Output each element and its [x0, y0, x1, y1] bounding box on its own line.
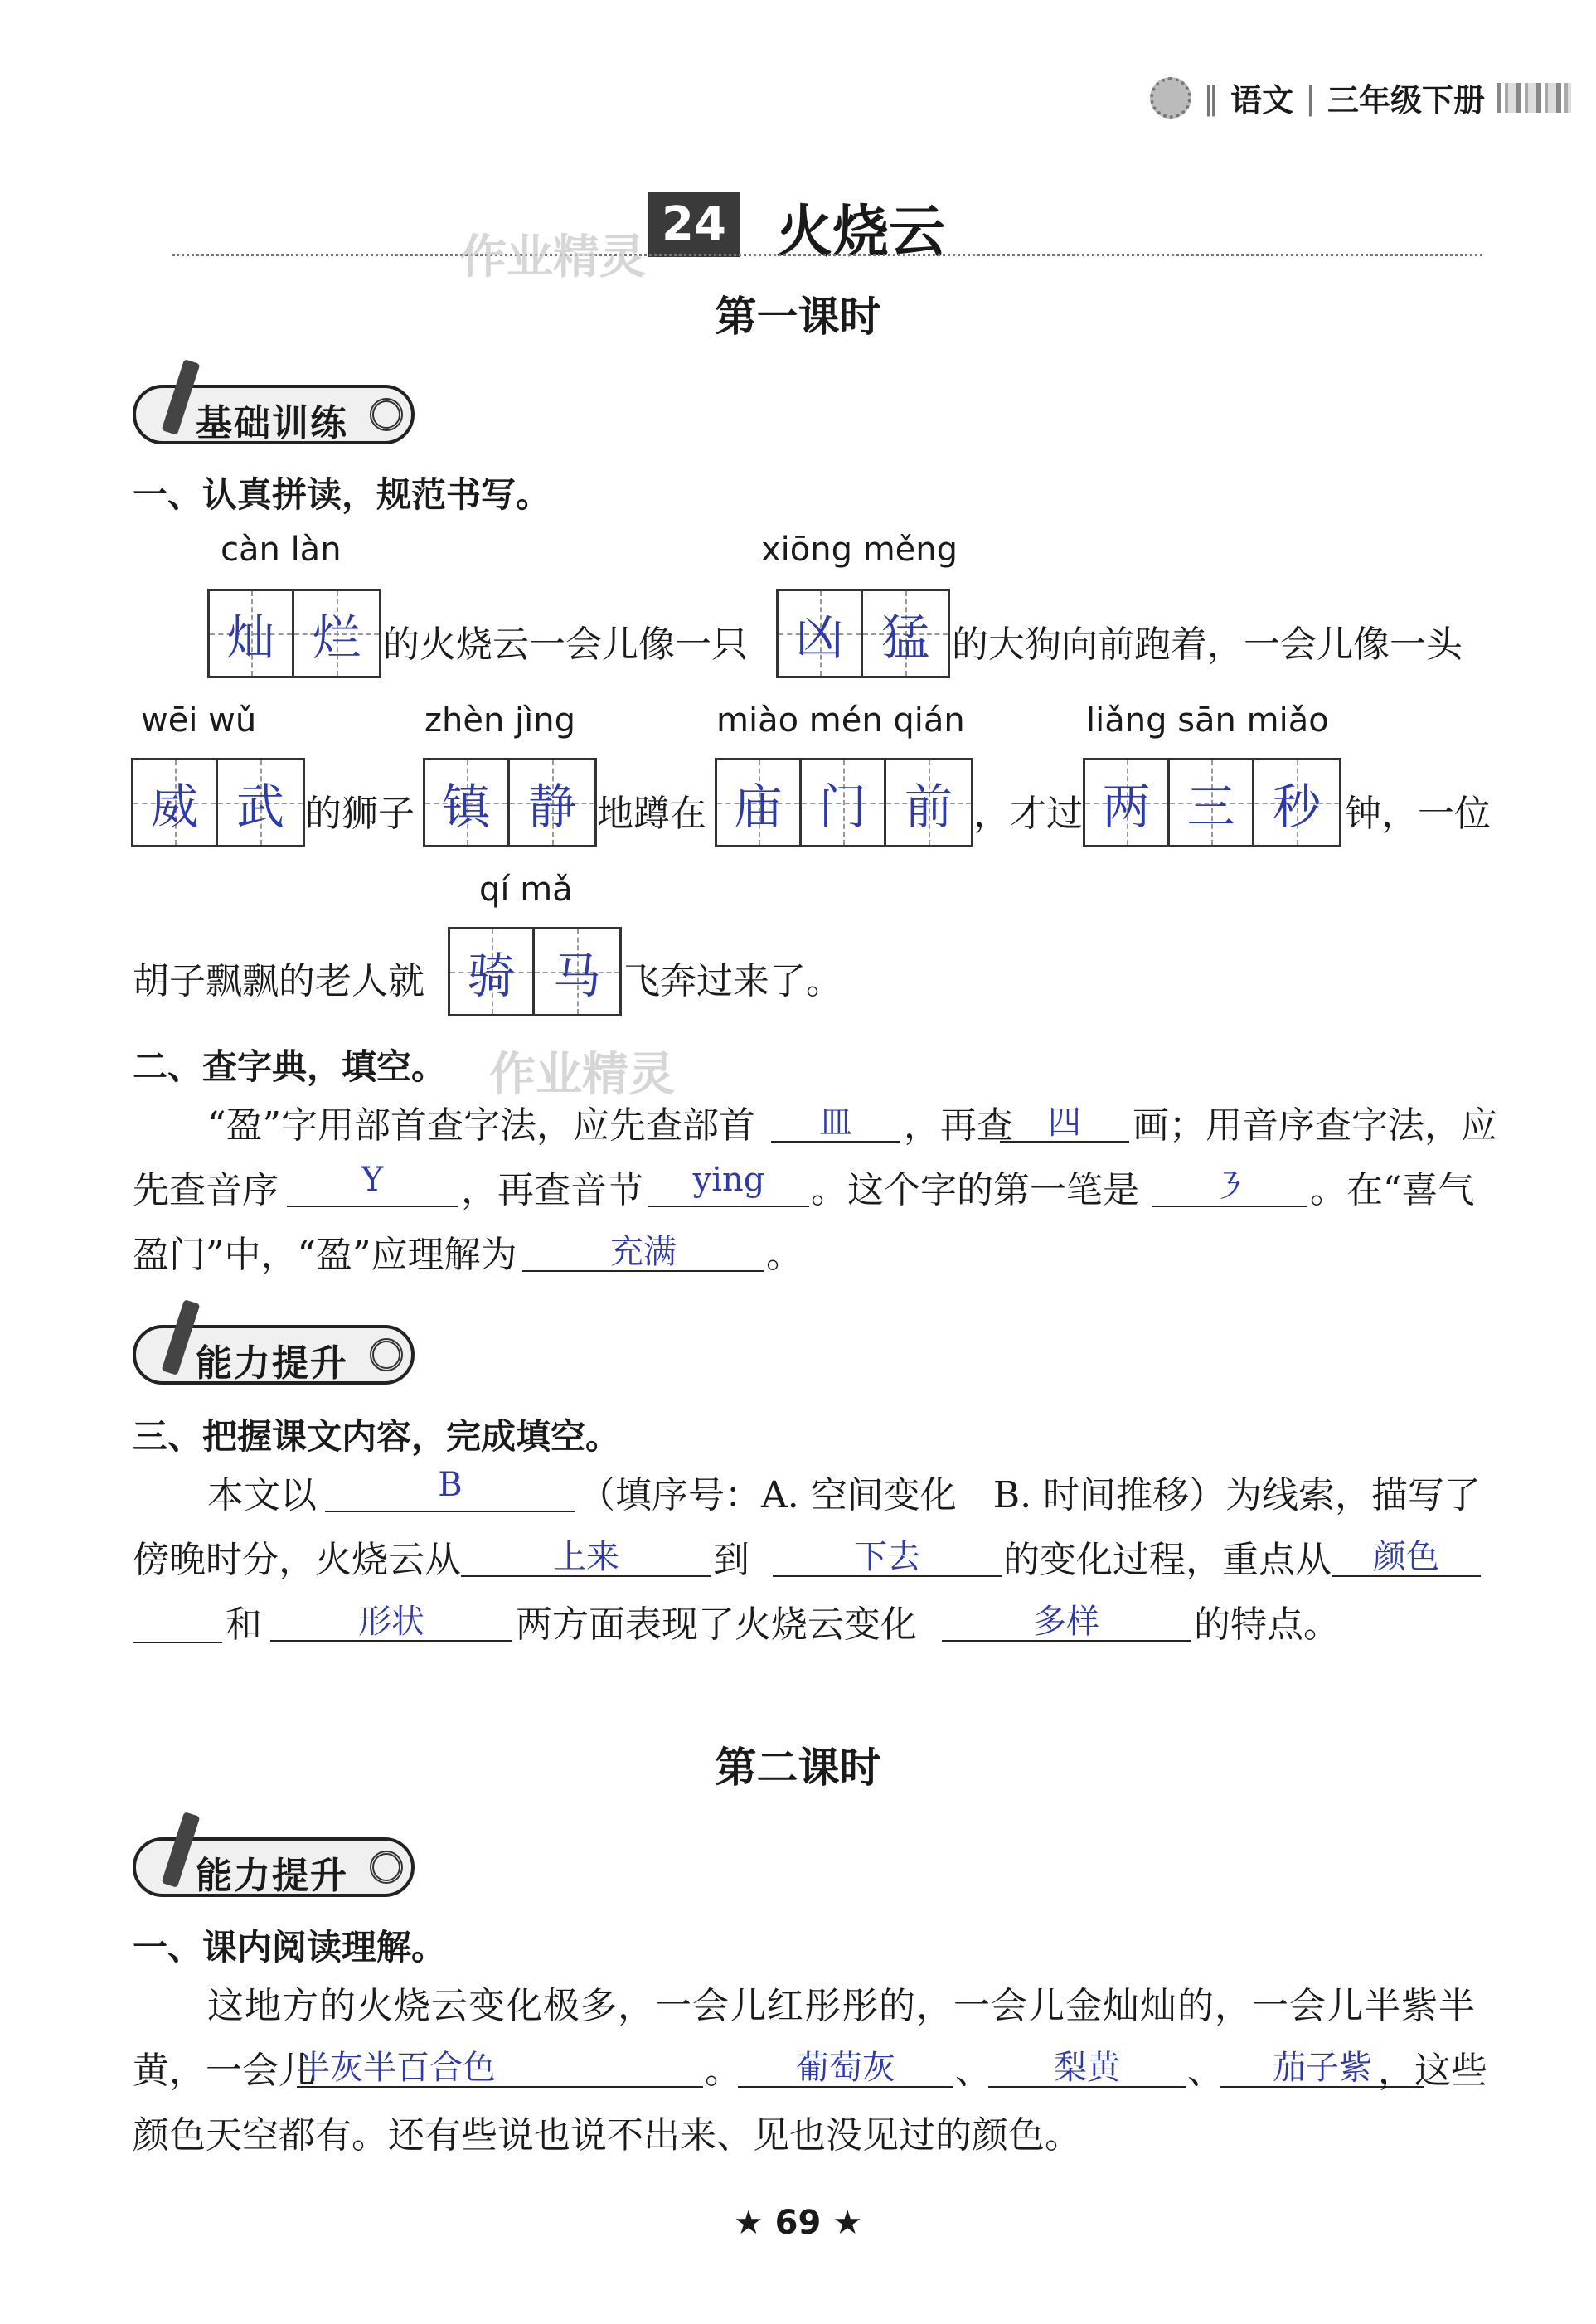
answer-blank-continued — [133, 1597, 222, 1643]
sentence-text: 胡子飘飘的老人就 — [133, 960, 424, 1002]
grid-cell: 门 — [802, 760, 886, 845]
subject-label: 语文 — [1230, 82, 1294, 119]
sentence-text: 两方面表现了火烧云变化 — [516, 1604, 917, 1646]
char-grid — [448, 927, 622, 1016]
answer-blank: ㇋ — [1152, 1161, 1307, 1207]
grid-cell: 三 — [1170, 760, 1254, 845]
pencil-icon — [162, 359, 201, 435]
char-grid — [1083, 758, 1341, 847]
pinyin: qí mǎ — [479, 871, 573, 909]
answer-blank: 半灰半百合色 — [297, 2041, 703, 2088]
grid-cell: 前 — [886, 760, 971, 845]
page-header — [1150, 75, 1571, 120]
page-number: ★ 69 ★ — [733, 2204, 863, 2242]
divider: | — [1305, 79, 1316, 116]
char-grid — [776, 589, 950, 678]
sentence-text: 。 — [766, 1234, 803, 1276]
sentence-text: 钟，一位 — [1345, 793, 1491, 835]
answer-blank: B — [325, 1466, 575, 1512]
sentence-text: 画；用音序查字法，应 — [1133, 1104, 1497, 1147]
answer-blank: 形状 — [270, 1595, 512, 1642]
grid-cell: 庙 — [717, 760, 802, 845]
badge-label: 能力提升 — [196, 1855, 348, 1897]
answer-blank: 皿 — [771, 1096, 900, 1143]
grid-cell: 烂 — [294, 591, 379, 676]
badge-label: 能力提升 — [196, 1342, 348, 1385]
answer-blank: 上来 — [461, 1531, 711, 1577]
passage-text: 这地方的火烧云变化极多，一会儿红彤彤的，一会儿金灿灿的，一会儿半紫半 — [207, 1985, 1476, 2027]
answer-blank: 梨黄 — [988, 2041, 1186, 2088]
sentence-text: ，才过 — [973, 793, 1083, 835]
sentence-text: ，再查 — [904, 1104, 1013, 1147]
answer-blank: 下去 — [773, 1531, 1002, 1577]
sentence-text: 。在“喜气 — [1310, 1169, 1475, 1211]
sentence-text: 本文以 — [207, 1474, 317, 1516]
sentence-text: 傍晚时分，火烧云从 — [133, 1539, 461, 1581]
passage-text: 。 — [705, 2050, 741, 2092]
question-2-title: 二、查字典，填空。 — [133, 1046, 447, 1087]
grid-cell: 灿 — [210, 591, 294, 676]
grid-cell: 两 — [1085, 760, 1170, 845]
sentence-text: 的狮子 — [305, 793, 415, 835]
pinyin: liǎng sān miǎo — [1086, 701, 1329, 740]
badge-label: 基础训练 — [196, 402, 348, 444]
sentence-text: “盈”字用部首查字法，应先查部首 — [207, 1104, 755, 1147]
decorative-bars — [1497, 83, 1571, 113]
grid-cell: 马 — [535, 929, 619, 1014]
watermark: 作业精灵 — [460, 230, 646, 284]
grid-cell: 镇 — [425, 760, 510, 845]
answer-blank: 四 — [1000, 1096, 1129, 1143]
divider: ‖ — [1203, 79, 1220, 116]
ring-icon — [370, 398, 403, 431]
sentence-text: （填序号：A. 空间变化 B. 时间推移）为线索，描写了 — [579, 1474, 1482, 1516]
answer-blank: 茄子紫 — [1220, 2041, 1424, 2088]
sentence-text: 的大狗向前跑着，一会儿像一头 — [952, 623, 1463, 666]
sun-icon — [1150, 77, 1191, 119]
ring-icon — [370, 1851, 403, 1884]
passage-text: ，这些 — [1378, 2050, 1487, 2092]
title-divider — [172, 254, 1482, 256]
grid-cell: 静 — [510, 760, 594, 845]
question-3-title: 三、把握课文内容，完成填空。 — [133, 1416, 621, 1457]
pencil-icon — [162, 1812, 201, 1888]
answer-blank: 颜色 — [1332, 1531, 1481, 1577]
pencil-icon — [162, 1299, 201, 1375]
sentence-text: 到 — [713, 1539, 749, 1581]
period-one-title: 第一课时 — [715, 292, 881, 341]
char-grid — [207, 589, 381, 678]
passage-text: 黄，一会儿 — [133, 2050, 315, 2092]
pinyin: xiōng měng — [761, 531, 958, 569]
passage-text: 、 — [1187, 2050, 1224, 2092]
char-grid — [131, 758, 305, 847]
sentence-text: 先查音序 — [133, 1169, 279, 1211]
sentence-text: 盈门”中，“盈”应理解为 — [133, 1234, 517, 1276]
answer-blank: ying — [648, 1161, 809, 1207]
sentence-text: 的特点。 — [1194, 1604, 1340, 1646]
passage-text: 、 — [955, 2050, 992, 2092]
lesson-title: 火烧云 — [776, 199, 946, 265]
grid-cell: 武 — [218, 760, 303, 845]
answer-blank: Y — [287, 1161, 458, 1207]
sentence-text: 的火烧云一会儿像一只 — [383, 623, 748, 666]
question-1-title: 一、认真拼读，规范书写。 — [133, 474, 551, 515]
period-two-title: 第二课时 — [715, 1743, 881, 1792]
ring-icon — [370, 1338, 403, 1371]
section-badge-basic — [133, 385, 415, 444]
grade-label: 三年级下册 — [1327, 82, 1485, 119]
grid-cell: 威 — [133, 760, 218, 845]
grid-cell: 凶 — [779, 591, 863, 676]
char-grid — [715, 758, 973, 847]
grid-cell: 秒 — [1254, 760, 1339, 845]
char-grid — [423, 758, 597, 847]
sentence-text: ，再查音节 — [461, 1169, 643, 1211]
pinyin: càn làn — [221, 531, 342, 569]
passage-text: 颜色天空都有。还有些说也说不出来、见也没见过的颜色。 — [133, 2114, 1081, 2157]
reading-question-title: 一、课内阅读理解。 — [133, 1927, 447, 1967]
answer-blank: 葡萄灰 — [738, 2041, 953, 2088]
section-badge-ability — [133, 1325, 415, 1385]
sentence-text: 地蹲在 — [597, 793, 706, 835]
sentence-text: 。这个字的第一笔是 — [811, 1169, 1139, 1211]
lesson-number: 24 — [648, 192, 740, 257]
grid-cell: 猛 — [863, 591, 948, 676]
sentence-text: 的变化过程，重点从 — [1003, 1539, 1332, 1581]
sentence-text: 飞奔过来了。 — [623, 960, 842, 1002]
answer-blank: 充满 — [522, 1225, 764, 1272]
section-badge-ability — [133, 1837, 415, 1897]
pinyin: zhèn jìng — [424, 701, 575, 740]
answer-blank: 多样 — [942, 1595, 1191, 1642]
sentence-text: 和 — [226, 1604, 262, 1646]
pinyin: wēi wǔ — [141, 701, 257, 740]
pinyin: miào mén qián — [716, 701, 965, 740]
watermark: 作业精灵 — [489, 1048, 675, 1102]
grid-cell: 骑 — [450, 929, 535, 1014]
